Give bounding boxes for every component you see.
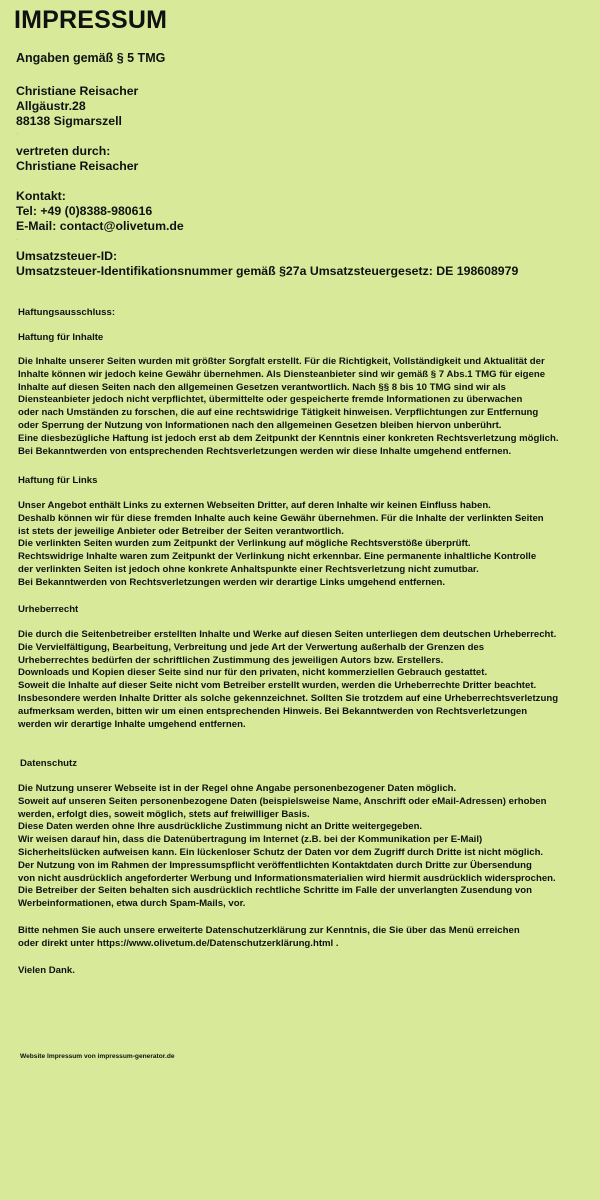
vat-label: Umsatzsteuer-ID:: [16, 249, 118, 263]
text-line: Sicherheitslücken aufweisen kann. Ein lückenloser Schutz der Daten vor dem Zugriff durch Dritte ist nicht möglich.: [18, 846, 544, 858]
contact-email: E-Mail: contact@olivetum.de: [16, 219, 184, 233]
content-liability-text: [18, 356, 590, 458]
representative-block: [16, 144, 138, 174]
text-line: Urheberrechtes bedürfen der schriftlichen Zustimmung des jeweiligen Autors bzw. Erstellers.: [18, 654, 444, 666]
text-line: Downloads und Kopien dieser Seite sind nur für den privaten, nicht kommerziellen Gebrauch gestattet.: [18, 667, 488, 679]
text-line: von nicht ausdrücklich angeforderter Werbung und Informationsmaterialien wird hiermit ausdrücklich widersprochen.: [18, 872, 556, 884]
generator-credit: Website Impressum von impressum-generator.de: [20, 1053, 175, 1060]
text-line: Diensteanbieter jedoch nicht verpflichtet, übermittelte oder gespeicherte fremde Informationen zu überwachen: [18, 394, 523, 406]
text-line: oder Sperrung der Nutzung von Informationen nach den allgemeinen Gesetzen bleiben hiervon unberührt.: [18, 419, 502, 431]
thanks-text: Vielen Dank.: [18, 965, 75, 976]
text-line: ist stets der jeweilige Anbieter oder Betreiber der Seiten verantwortlich.: [18, 525, 344, 537]
text-line: Soweit die Inhalte auf dieser Seite nicht vom Betreiber erstellt wurden, werden die Urheberrechte Dritter beachtet.: [18, 680, 537, 692]
text-line: Rechtswidrige Inhalte waren zum Zeitpunkt der Verlinkung nicht erkennbar. Eine permanente inhaltliche Kontrolle: [18, 551, 537, 563]
text-line: oder nach Umständen zu forschen, die auf eine rechtswidrige Tätigkeit hinweisen. Verpflichtungen zur Entfernung: [18, 407, 539, 419]
text-line: der verlinkten Seiten ist jedoch ohne konkrete Anhaltspunkte einer Rechtsverletzung nicht zumutbar.: [18, 563, 479, 575]
text-line: werden wir derartige Inhalte umgehend entfernen.: [18, 718, 246, 730]
text-line: Inhalte auf diesen Seiten nach den allgemeinen Gesetzen verantwortlich. Nach §§ 8 bis 10 TMG sind wir als: [18, 381, 506, 393]
contact-block: [16, 189, 184, 234]
privacy-heading: Datenschutz: [20, 758, 78, 769]
text-line: Werbeinformationen, etwa durch Spam-Mails, vor.: [18, 898, 246, 910]
copyright-heading: Urheberrecht: [18, 604, 79, 615]
street: Allgäustr.28: [16, 99, 86, 113]
text-line: Soweit auf unseren Seiten personenbezogene Daten (beispielsweise Name, Anschrift oder eMail-Adressen) erhoben: [18, 795, 547, 807]
representative-label: vertreten durch:: [16, 144, 111, 158]
text-line: Wir weisen darauf hin, dass die Datenübertragung im Internet (z.B. bei der Kommunikation per E-Mail): [18, 834, 483, 846]
vat-block: [16, 249, 518, 279]
text-line: Diese Daten werden ohne Ihre ausdrückliche Zustimmung nicht an Dritte weitergegeben.: [18, 821, 423, 833]
privacy-text: [18, 783, 590, 911]
text-line: aufmerksam werden, bitten wir um einen entsprechenden Hinweis. Bei Bekanntwerden von Rechtsverletzungen: [18, 705, 528, 717]
page-title: IMPRESSUM: [14, 6, 168, 34]
address-block: [16, 84, 138, 129]
disclaimer-heading: Haftungsausschluss:: [18, 307, 116, 318]
privacy-notice: [18, 925, 590, 951]
page-subtitle: Angaben gemäß § 5 TMG: [16, 51, 166, 65]
text-line: Bei Bekanntwerden von entsprechenden Rechtsverletzungen werden wir diese Inhalte umgehend entfernen.: [18, 445, 512, 457]
representative-name: Christiane Reisacher: [16, 159, 139, 173]
text-line: oder direkt unter https://www.olivetum.de/Datenschutzerklärung.html .: [18, 937, 339, 949]
links-liability-text: [18, 500, 590, 590]
text-line: Die Vervielfältigung, Bearbeitung, Verbreitung und jede Art der Verwertung außerhalb der Grenzen des: [18, 641, 485, 653]
text-line: Die Betreiber der Seiten behalten sich ausdrücklich rechtliche Schritte im Falle der unverlangten Zusendung von: [18, 885, 532, 897]
text-line: Deshalb können wir für diese fremden Inhalte auch keine Gewähr übernehmen. Für die Inhalte der verlinkten Seiten: [18, 512, 544, 524]
separator-dot: ·: [16, 237, 18, 243]
text-line: Bitte nehmen Sie auch unsere erweiterte Datenschutzerklärung zur Kenntnis, die Sie über das Menü erreichen: [18, 925, 520, 936]
contact-phone: Tel: +49 (0)8388-980616: [16, 204, 153, 218]
text-line: werden, erfolgt dies, soweit möglich, stets auf freiwilliger Basis.: [18, 808, 310, 820]
vat-number: Umsatzsteuer-Identifikationsnummer gemäß §27a Umsatzsteuergesetz: DE 198608979: [16, 264, 519, 278]
separator-dot: ·: [16, 131, 18, 137]
text-line: Die durch die Seitenbetreiber erstellten Inhalte und Werke auf diesen Seiten unterliegen dem deutschen Urheberrecht.: [18, 629, 557, 640]
text-line: Inhalte können wir jedoch keine Gewähr übernehmen. Als Diensteanbieter sind wir gemäß § 7 Abs.1 TMG für eigene: [18, 368, 546, 380]
city: 88138 Sigmarszell: [16, 114, 122, 128]
text-line: Unser Angebot enthält Links zu externen Webseiten Dritter, auf deren Inhalte wir keinen Einfluss haben.: [18, 500, 491, 511]
contact-label: Kontakt:: [16, 189, 66, 203]
text-line: Die verlinkten Seiten wurden zum Zeitpunkt der Verlinkung auf mögliche Rechtsverstöße überprüft.: [18, 538, 471, 550]
owner-name: Christiane Reisacher: [16, 84, 139, 98]
links-liability-heading: Haftung für Links: [18, 475, 98, 486]
text-line: Die Nutzung unserer Webseite ist in der Regel ohne Angabe personenbezogener Daten möglich.: [18, 783, 457, 794]
content-liability-heading: Haftung für Inhalte: [18, 332, 104, 343]
text-line: Bei Bekanntwerden von Rechtsverletzungen werden wir derartige Links umgehend entfernen.: [18, 576, 446, 588]
copyright-text: [18, 629, 590, 731]
text-line: Die Inhalte unserer Seiten wurden mit größter Sorgfalt erstellt. Für die Richtigkeit, Vollständigkeit und Aktualität der: [18, 356, 545, 367]
text-line: Eine diesbezügliche Haftung ist jedoch erst ab dem Zeitpunkt der Kenntnis einer konkreten Rechtsverletzung möglich.: [18, 432, 559, 444]
text-line: Der Nutzung von im Rahmen der Impressumspflicht veröffentlichten Kontaktdaten durch Dritte zur Übersendung: [18, 859, 532, 871]
text-line: Insbesondere werden Inhalte Dritter als solche gekennzeichnet. Sollten Sie trotzdem auf eine Urheberrechtsverletzung: [18, 692, 559, 704]
